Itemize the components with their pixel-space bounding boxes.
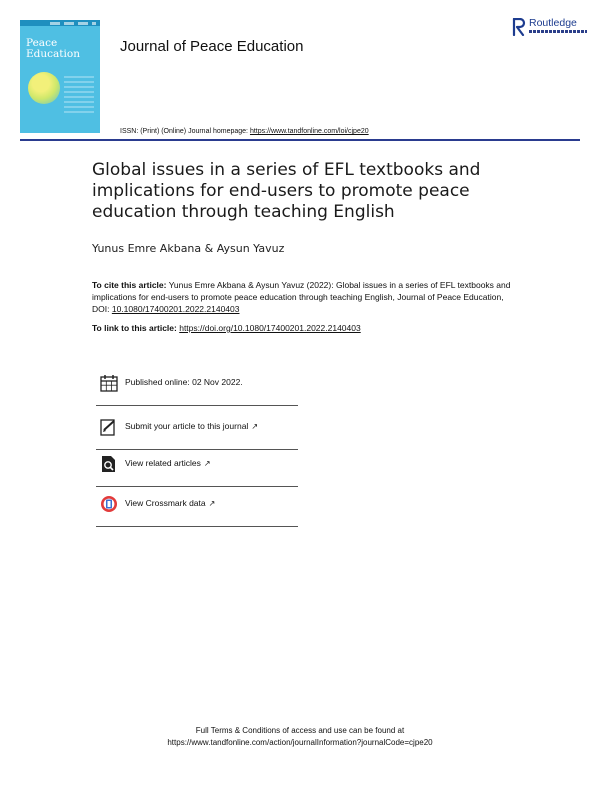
link-label: To link to this article: <box>92 323 180 333</box>
external-link-icon: ↗ <box>208 499 216 508</box>
related-label: View related articles <box>125 458 201 468</box>
journal-homepage-link[interactable]: https://www.tandfonline.com/loi/cjpe20 <box>249 128 369 135</box>
cite-label: To cite this article: <box>92 280 167 290</box>
cover-texture <box>64 76 94 116</box>
article-authors: Yunus Emre Akbana & Aysun Yavuz <box>92 242 285 255</box>
external-link-icon: ↗ <box>251 422 259 431</box>
article-doi-link[interactable]: https://doi.org/10.1080/17400201.2022.2140403 <box>179 323 361 333</box>
cover-header-text <box>50 22 96 25</box>
publisher-tagline <box>529 30 587 33</box>
crossmark-data-link[interactable] <box>125 498 215 508</box>
cite-doi-link[interactable]: 10.1080/17400201.2022.2140403 <box>111 304 240 314</box>
citation-block <box>92 279 522 315</box>
cover-title <box>26 38 98 60</box>
routledge-r-icon <box>512 18 526 36</box>
journal-cover-image <box>20 20 100 133</box>
crossmark-label: View Crossmark data <box>125 498 206 508</box>
cover-title-line1: Peace <box>26 37 58 49</box>
header-divider <box>20 139 580 141</box>
footer-line1: Full Terms & Conditions of access and use can be found at <box>195 726 405 735</box>
info-divider <box>96 526 298 527</box>
search-document-icon <box>100 455 118 473</box>
journal-title[interactable]: Journal of Peace Education <box>120 38 304 55</box>
footer-terms <box>0 725 600 749</box>
calendar-icon <box>100 374 118 392</box>
submit-icon <box>100 418 118 436</box>
info-item-published <box>96 362 298 406</box>
article-title: Global issues in a series of EFL textbooks and implications for end-users to promote peace education through teaching English <box>92 160 481 222</box>
issn-text: ISSN: (Print) (Online) Journal homepage: <box>120 128 250 135</box>
external-link-icon: ↗ <box>203 459 211 468</box>
issn-homepage-line <box>120 128 369 135</box>
cover-title-line2: Education <box>26 48 80 60</box>
cover-globe-graphic <box>28 72 60 104</box>
publisher-name: Routledge <box>529 17 577 29</box>
info-item-crossmark[interactable] <box>96 483 298 527</box>
submit-label: Submit your article to this journal <box>125 421 249 431</box>
published-label: Published online: 02 Nov 2022. <box>125 377 243 387</box>
related-articles-link[interactable] <box>125 458 211 468</box>
info-item-related[interactable] <box>96 443 298 487</box>
cite-text: Yunus Emre Akbana & Aysun Yavuz (2022): Global issues in a series of EFL textbooks and implications for end-users to promote peace education through teaching English, Journal of Peace Education, DOI: <box>92 280 511 314</box>
crossmark-icon <box>100 495 118 513</box>
published-date <box>125 377 243 387</box>
article-link-line <box>92 323 361 333</box>
footer-terms-link[interactable]: https://www.tandfonline.com/action/journalInformation?journalCode=cjpe20 <box>167 738 433 747</box>
submit-article-link[interactable] <box>125 421 258 431</box>
